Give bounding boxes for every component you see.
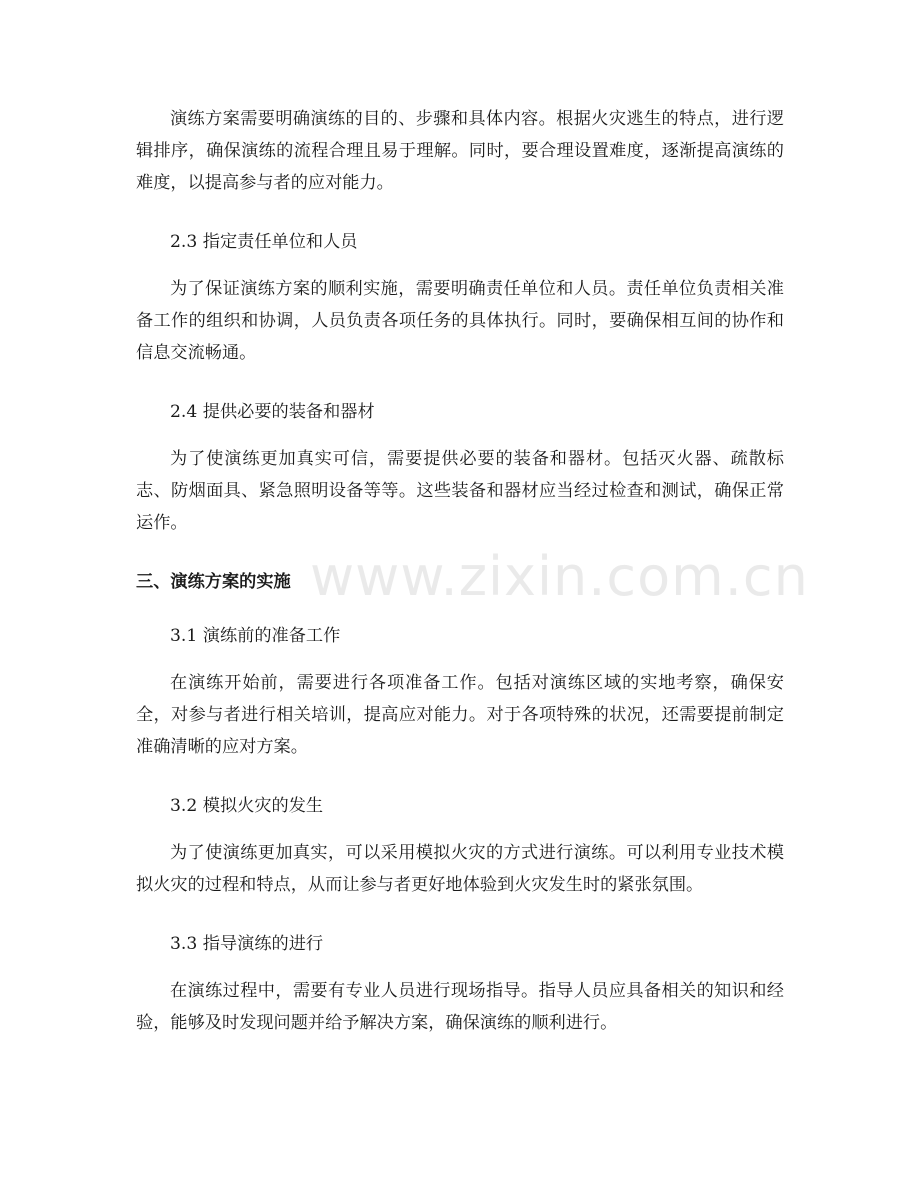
section-3-heading: 三、演练方案的实施 [136, 572, 291, 592]
heading-2-3: 2.3 指定责任单位和人员 [170, 232, 358, 252]
heading-2-4: 2.4 提供必要的装备和器材 [170, 402, 375, 422]
heading-3-1: 3.1 演练前的准备工作 [170, 626, 341, 646]
heading-3-2: 3.2 模拟火灾的发生 [170, 796, 324, 816]
paragraph-2-3: 为了保证演练方案的顺利实施，需要明确责任单位和人员。责任单位负责相关准备工作的组织和协调，人员负责各项任务的具体执行。同时，要确保相互间的协作和信息交流畅通。 [136, 279, 784, 363]
paragraph-3-1: 在演练开始前，需要进行各项准备工作。包括对演练区域的实地考察，确保安全，对参与者进行相关培训，提高应对能力。对于各项特殊的状况，还需要提前制定准确清晰的应对方案。 [136, 673, 784, 757]
paragraph-2-4: 为了使演练更加真实可信，需要提供必要的装备和器材。包括灭火器、疏散标志、防烟面具、紧急照明设备等等。这些装备和器材应当经过检查和测试，确保正常运作。 [136, 449, 784, 533]
paragraph-intro: 演练方案需要明确演练的目的、步骤和具体内容。根据火灾逃生的特点，进行逻辑排序，确保演练的流程合理且易于理解。同时，要合理设置难度，逐渐提高演练的难度，以提高参与者的应对能力。 [136, 109, 784, 193]
heading-3-3: 3.3 指导演练的进行 [170, 934, 324, 954]
paragraph-3-3: 在演练过程中，需要有专业人员进行现场指导。指导人员应具备相关的知识和经验，能够及时发现问题并给予解决方案，确保演练的顺利进行。 [136, 981, 784, 1033]
paragraph-3-2: 为了使演练更加真实，可以采用模拟火灾的方式进行演练。可以利用专业技术模拟火灾的过程和特点，从而让参与者更好地体验到火灾发生时的紧张氛围。 [136, 843, 784, 895]
watermark: www.zixin.com.cn [310, 545, 809, 608]
